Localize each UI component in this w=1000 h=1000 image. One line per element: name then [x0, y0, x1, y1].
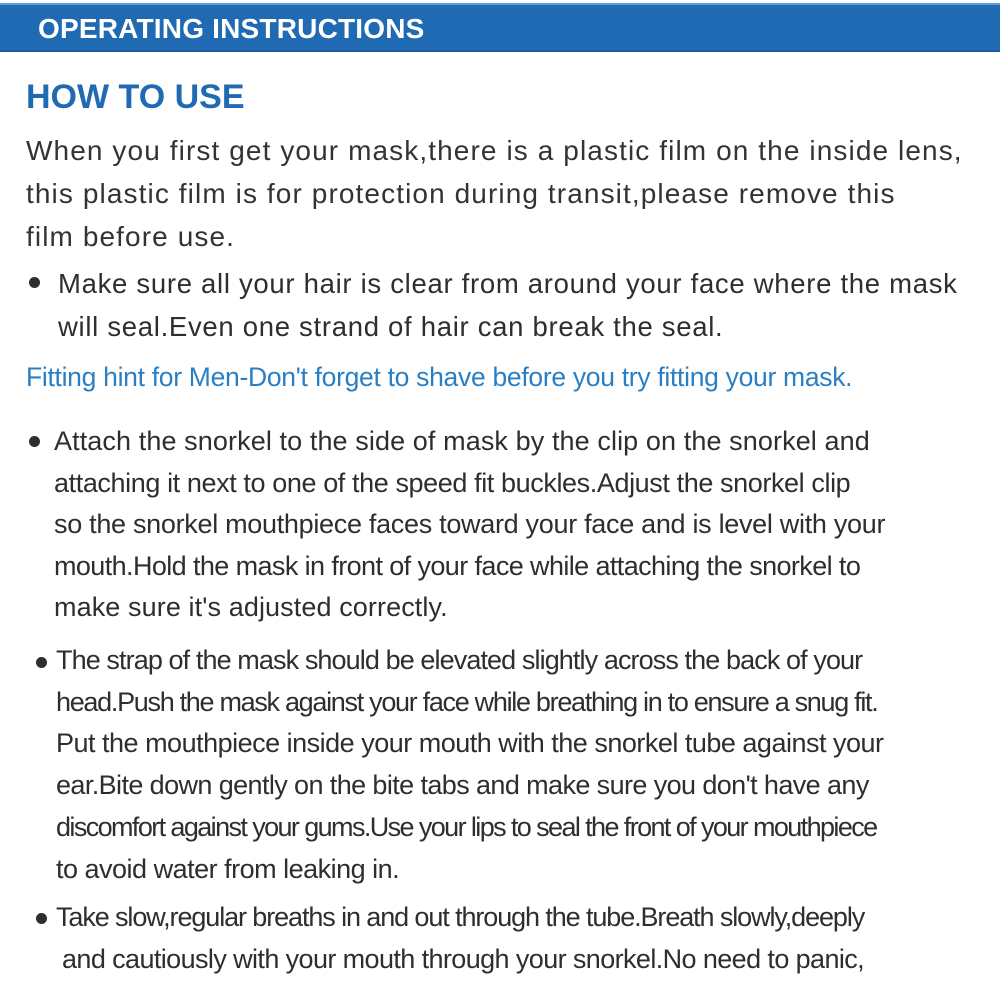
bullet-item-strap: [26, 640, 986, 890]
bullet-line: ear.Bite down gently on the bite tabs and make sure you don't have any: [56, 770, 869, 801]
bullet-item-breathing: [26, 896, 986, 980]
bullet-dot-icon: [29, 277, 40, 288]
bullet-item-hair: [26, 262, 986, 348]
bullet-line: so the snorkel mouthpiece faces toward your face and is level with your: [54, 509, 886, 539]
bullet-line: head.Push the mask against your face while breathing in to ensure a snug fit.: [56, 686, 878, 717]
fitting-hint: Fitting hint for Men-Don't forget to shave before you try fitting your mask.: [26, 362, 853, 392]
bullet-line: will seal.Even one strand of hair can break the seal.: [58, 311, 724, 342]
bullet-line: The strap of the mask should be elevated slightly across the back of your: [56, 645, 863, 675]
intro-line: When you first get your mask,there is a plastic film on the inside lens,: [26, 135, 963, 166]
bullet-line: discomfort against your gums.Use your lips to seal the front of your mouthpiece: [56, 811, 877, 842]
bullet-line: Take slow,regular breaths in and out through the tube.Breath slowly,deeply: [56, 902, 865, 932]
bullet-line: Put the mouthpiece inside your mouth with the snorkel tube against your: [56, 728, 884, 759]
header-title: OPERATING INSTRUCTIONS: [38, 13, 425, 44]
intro-line: this plastic film is for protection during transit,please remove this: [26, 178, 896, 209]
bullet-line: mouth.Hold the mask in front of your face while attaching the snorkel to: [54, 550, 861, 581]
bullet-line: attaching it next to one of the speed fit buckles.Adjust the snorkel clip: [54, 467, 851, 498]
header-bar: [0, 3, 1000, 52]
bullet-line: make sure it's adjusted correctly.: [54, 592, 448, 622]
bullet-dot-icon: [29, 436, 40, 447]
bullet-line: Make sure all your hair is clear from around your face where the mask: [58, 268, 958, 299]
intro-paragraph: [26, 129, 986, 258]
section-title: HOW TO USE: [26, 78, 245, 116]
bullet-line: Attach the snorkel to the side of mask by the clip on the snorkel and: [54, 426, 870, 456]
bullet-dot-icon: [36, 913, 47, 924]
intro-line: film before use.: [26, 221, 236, 252]
bullet-line: and cautiously with your mouth through your snorkel.No need to panic,: [62, 944, 865, 974]
bullet-dot-icon: [36, 657, 47, 668]
bullet-item-snorkel: [26, 421, 986, 629]
bullet-line: to avoid water from leaking in.: [56, 853, 400, 884]
